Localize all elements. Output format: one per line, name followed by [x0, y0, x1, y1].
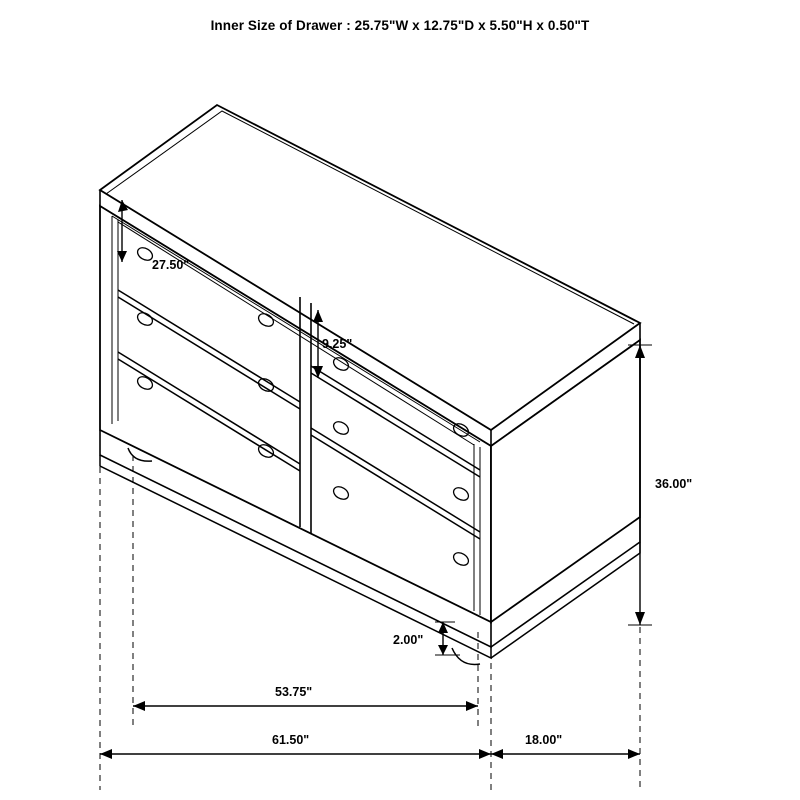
- page-title: Inner Size of Drawer : 25.75"W x 12.75"D x 5.50"H x 0.50"T: [210, 18, 590, 33]
- dim-overall-width: [100, 749, 491, 759]
- label-depth: 18.00": [525, 733, 563, 747]
- label-base-height: 2.00": [393, 633, 424, 647]
- label-drawer-width: 27.50": [152, 258, 190, 272]
- dim-cabinet-width: [133, 701, 478, 711]
- label-overall-height: 36.00": [655, 477, 693, 491]
- label-drawer-height: 9.25": [322, 337, 353, 351]
- label-overall-width: 61.50": [272, 733, 310, 747]
- dim-depth: [491, 749, 640, 759]
- label-cabinet-width: 53.75": [275, 685, 313, 699]
- dim-base-height: [435, 622, 460, 655]
